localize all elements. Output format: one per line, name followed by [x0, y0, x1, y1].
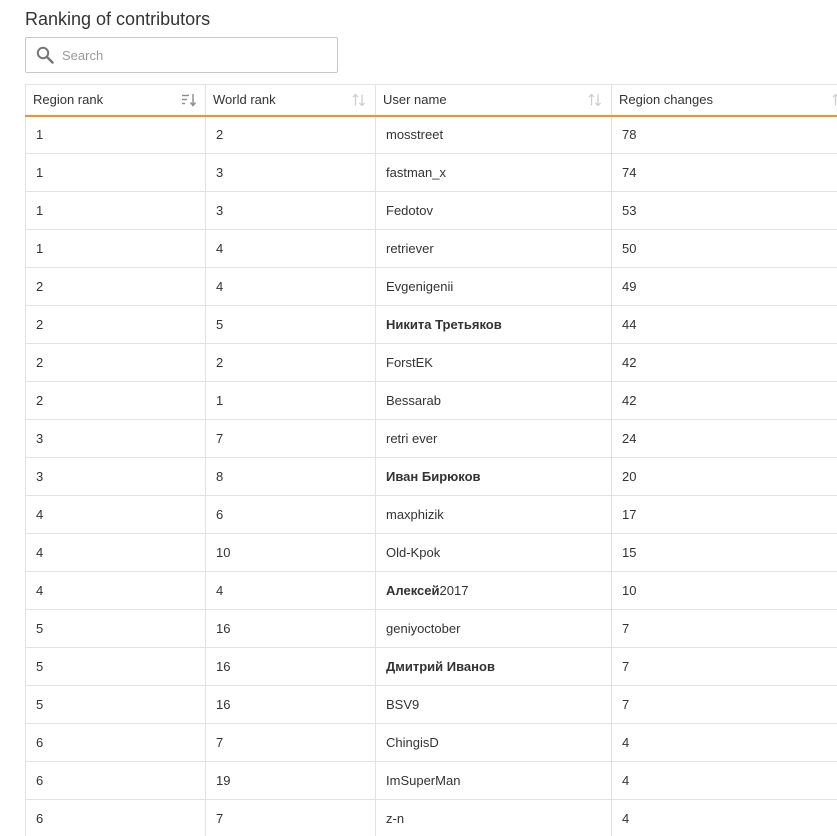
sort-desc-icon[interactable]	[181, 93, 197, 107]
column-header-label: User name	[383, 92, 447, 108]
sort-icon[interactable]	[351, 93, 367, 107]
sort-icon[interactable]	[587, 93, 603, 107]
table-row	[26, 648, 837, 686]
table-row	[26, 154, 837, 192]
column-header-label: World rank	[213, 92, 276, 108]
user-name-cell: ForstEK	[376, 344, 612, 382]
region-changes-cell: 50	[612, 230, 837, 268]
world-rank-cell: 2	[206, 344, 376, 382]
table-row	[26, 230, 837, 268]
region-changes-cell: 7	[612, 610, 837, 648]
region-rank-cell: 4	[26, 534, 206, 572]
user-name-cell: retriever	[376, 230, 612, 268]
region-changes-cell: 74	[612, 154, 837, 192]
user-name-cell: mosstreet	[376, 116, 612, 154]
user-name-cell: Дмитрий Иванов	[376, 648, 612, 686]
page-title: Ranking of contributors	[25, 9, 211, 29]
region-changes-cell: 49	[612, 268, 837, 306]
table-row	[26, 724, 837, 762]
region-changes-cell: 44	[612, 306, 837, 344]
table-body	[26, 116, 837, 836]
column-header-label: Region changes	[619, 92, 713, 108]
user-name-cell: BSV9	[376, 686, 612, 724]
table-row	[26, 686, 837, 724]
region-changes-cell: 4	[612, 800, 837, 836]
region-rank-cell: 1	[26, 230, 206, 268]
world-rank-cell: 16	[206, 686, 376, 724]
column-header-region-changes[interactable]	[612, 85, 837, 116]
user-name-cell: ChingisD	[376, 724, 612, 762]
user-name-cell: Evgenigenii	[376, 268, 612, 306]
table-row	[26, 420, 837, 458]
user-name-cell: Никита Третьяков	[376, 306, 612, 344]
world-rank-cell: 16	[206, 610, 376, 648]
region-rank-cell: 5	[26, 648, 206, 686]
table-row	[26, 458, 837, 496]
world-rank-cell: 4	[206, 268, 376, 306]
region-changes-cell: 42	[612, 382, 837, 420]
region-changes-cell: 42	[612, 344, 837, 382]
table-row	[26, 116, 837, 154]
search-box[interactable]	[25, 37, 338, 73]
column-header-user-name[interactable]	[376, 85, 612, 116]
region-changes-cell: 78	[612, 116, 837, 154]
world-rank-cell: 7	[206, 800, 376, 836]
region-rank-cell: 3	[26, 420, 206, 458]
sort-icon[interactable]	[831, 93, 837, 107]
region-changes-cell: 10	[612, 572, 837, 610]
user-name-bold-part: Алексей	[386, 583, 440, 598]
world-rank-cell: 1	[206, 382, 376, 420]
table-row	[26, 762, 837, 800]
region-rank-cell: 1	[26, 192, 206, 230]
table-row	[26, 382, 837, 420]
region-changes-cell: 4	[612, 724, 837, 762]
user-name-cell: z-n	[376, 800, 612, 836]
column-header-label: Region rank	[33, 92, 104, 108]
user-name-cell: ImSuperMan	[376, 762, 612, 800]
table-row	[26, 496, 837, 534]
region-rank-cell: 4	[26, 496, 206, 534]
contributors-table	[25, 84, 837, 836]
region-rank-cell: 2	[26, 344, 206, 382]
region-changes-cell: 7	[612, 648, 837, 686]
user-name-cell	[376, 572, 612, 610]
world-rank-cell: 4	[206, 572, 376, 610]
region-rank-cell: 2	[26, 382, 206, 420]
search-icon	[36, 46, 54, 64]
region-rank-cell: 6	[26, 762, 206, 800]
region-changes-cell: 15	[612, 534, 837, 572]
region-rank-cell: 5	[26, 610, 206, 648]
table-row	[26, 800, 837, 836]
contributors-table-wrap	[25, 84, 837, 836]
world-rank-cell: 3	[206, 192, 376, 230]
world-rank-cell: 8	[206, 458, 376, 496]
user-name-cell: geniyoctober	[376, 610, 612, 648]
region-rank-cell: 5	[26, 686, 206, 724]
region-changes-cell: 53	[612, 192, 837, 230]
world-rank-cell: 4	[206, 230, 376, 268]
table-header	[26, 85, 837, 116]
user-name-cell: Fedotov	[376, 192, 612, 230]
user-name-cell: Old-Kpok	[376, 534, 612, 572]
table-row	[26, 306, 837, 344]
table-row	[26, 192, 837, 230]
region-rank-cell: 6	[26, 800, 206, 836]
user-name-cell: fastman_x	[376, 154, 612, 192]
user-name-cell: retri ever	[376, 420, 612, 458]
column-header-region-rank[interactable]	[26, 85, 206, 116]
world-rank-cell: 10	[206, 534, 376, 572]
table-row	[26, 610, 837, 648]
region-changes-cell: 20	[612, 458, 837, 496]
region-rank-cell: 1	[26, 116, 206, 154]
world-rank-cell: 6	[206, 496, 376, 534]
region-changes-cell: 24	[612, 420, 837, 458]
table-row	[26, 572, 837, 610]
search-input[interactable]	[62, 44, 327, 66]
column-header-world-rank[interactable]	[206, 85, 376, 116]
world-rank-cell: 16	[206, 648, 376, 686]
world-rank-cell: 7	[206, 420, 376, 458]
world-rank-cell: 2	[206, 116, 376, 154]
world-rank-cell: 3	[206, 154, 376, 192]
region-changes-cell: 17	[612, 496, 837, 534]
user-name-cell: Bessarab	[376, 382, 612, 420]
region-rank-cell: 2	[26, 268, 206, 306]
user-name-rest-part: 2017	[439, 583, 469, 598]
region-rank-cell: 2	[26, 306, 206, 344]
table-row	[26, 344, 837, 382]
region-changes-cell: 4	[612, 762, 837, 800]
user-name-cell: Иван Бирюков	[376, 458, 612, 496]
region-rank-cell: 4	[26, 572, 206, 610]
user-name-cell: maxphizik	[376, 496, 612, 534]
region-rank-cell: 1	[26, 154, 206, 192]
table-row	[26, 268, 837, 306]
region-rank-cell: 6	[26, 724, 206, 762]
region-rank-cell: 3	[26, 458, 206, 496]
region-changes-cell: 7	[612, 686, 837, 724]
header-row	[26, 85, 837, 116]
world-rank-cell: 5	[206, 306, 376, 344]
world-rank-cell: 19	[206, 762, 376, 800]
world-rank-cell: 7	[206, 724, 376, 762]
table-row	[26, 534, 837, 572]
